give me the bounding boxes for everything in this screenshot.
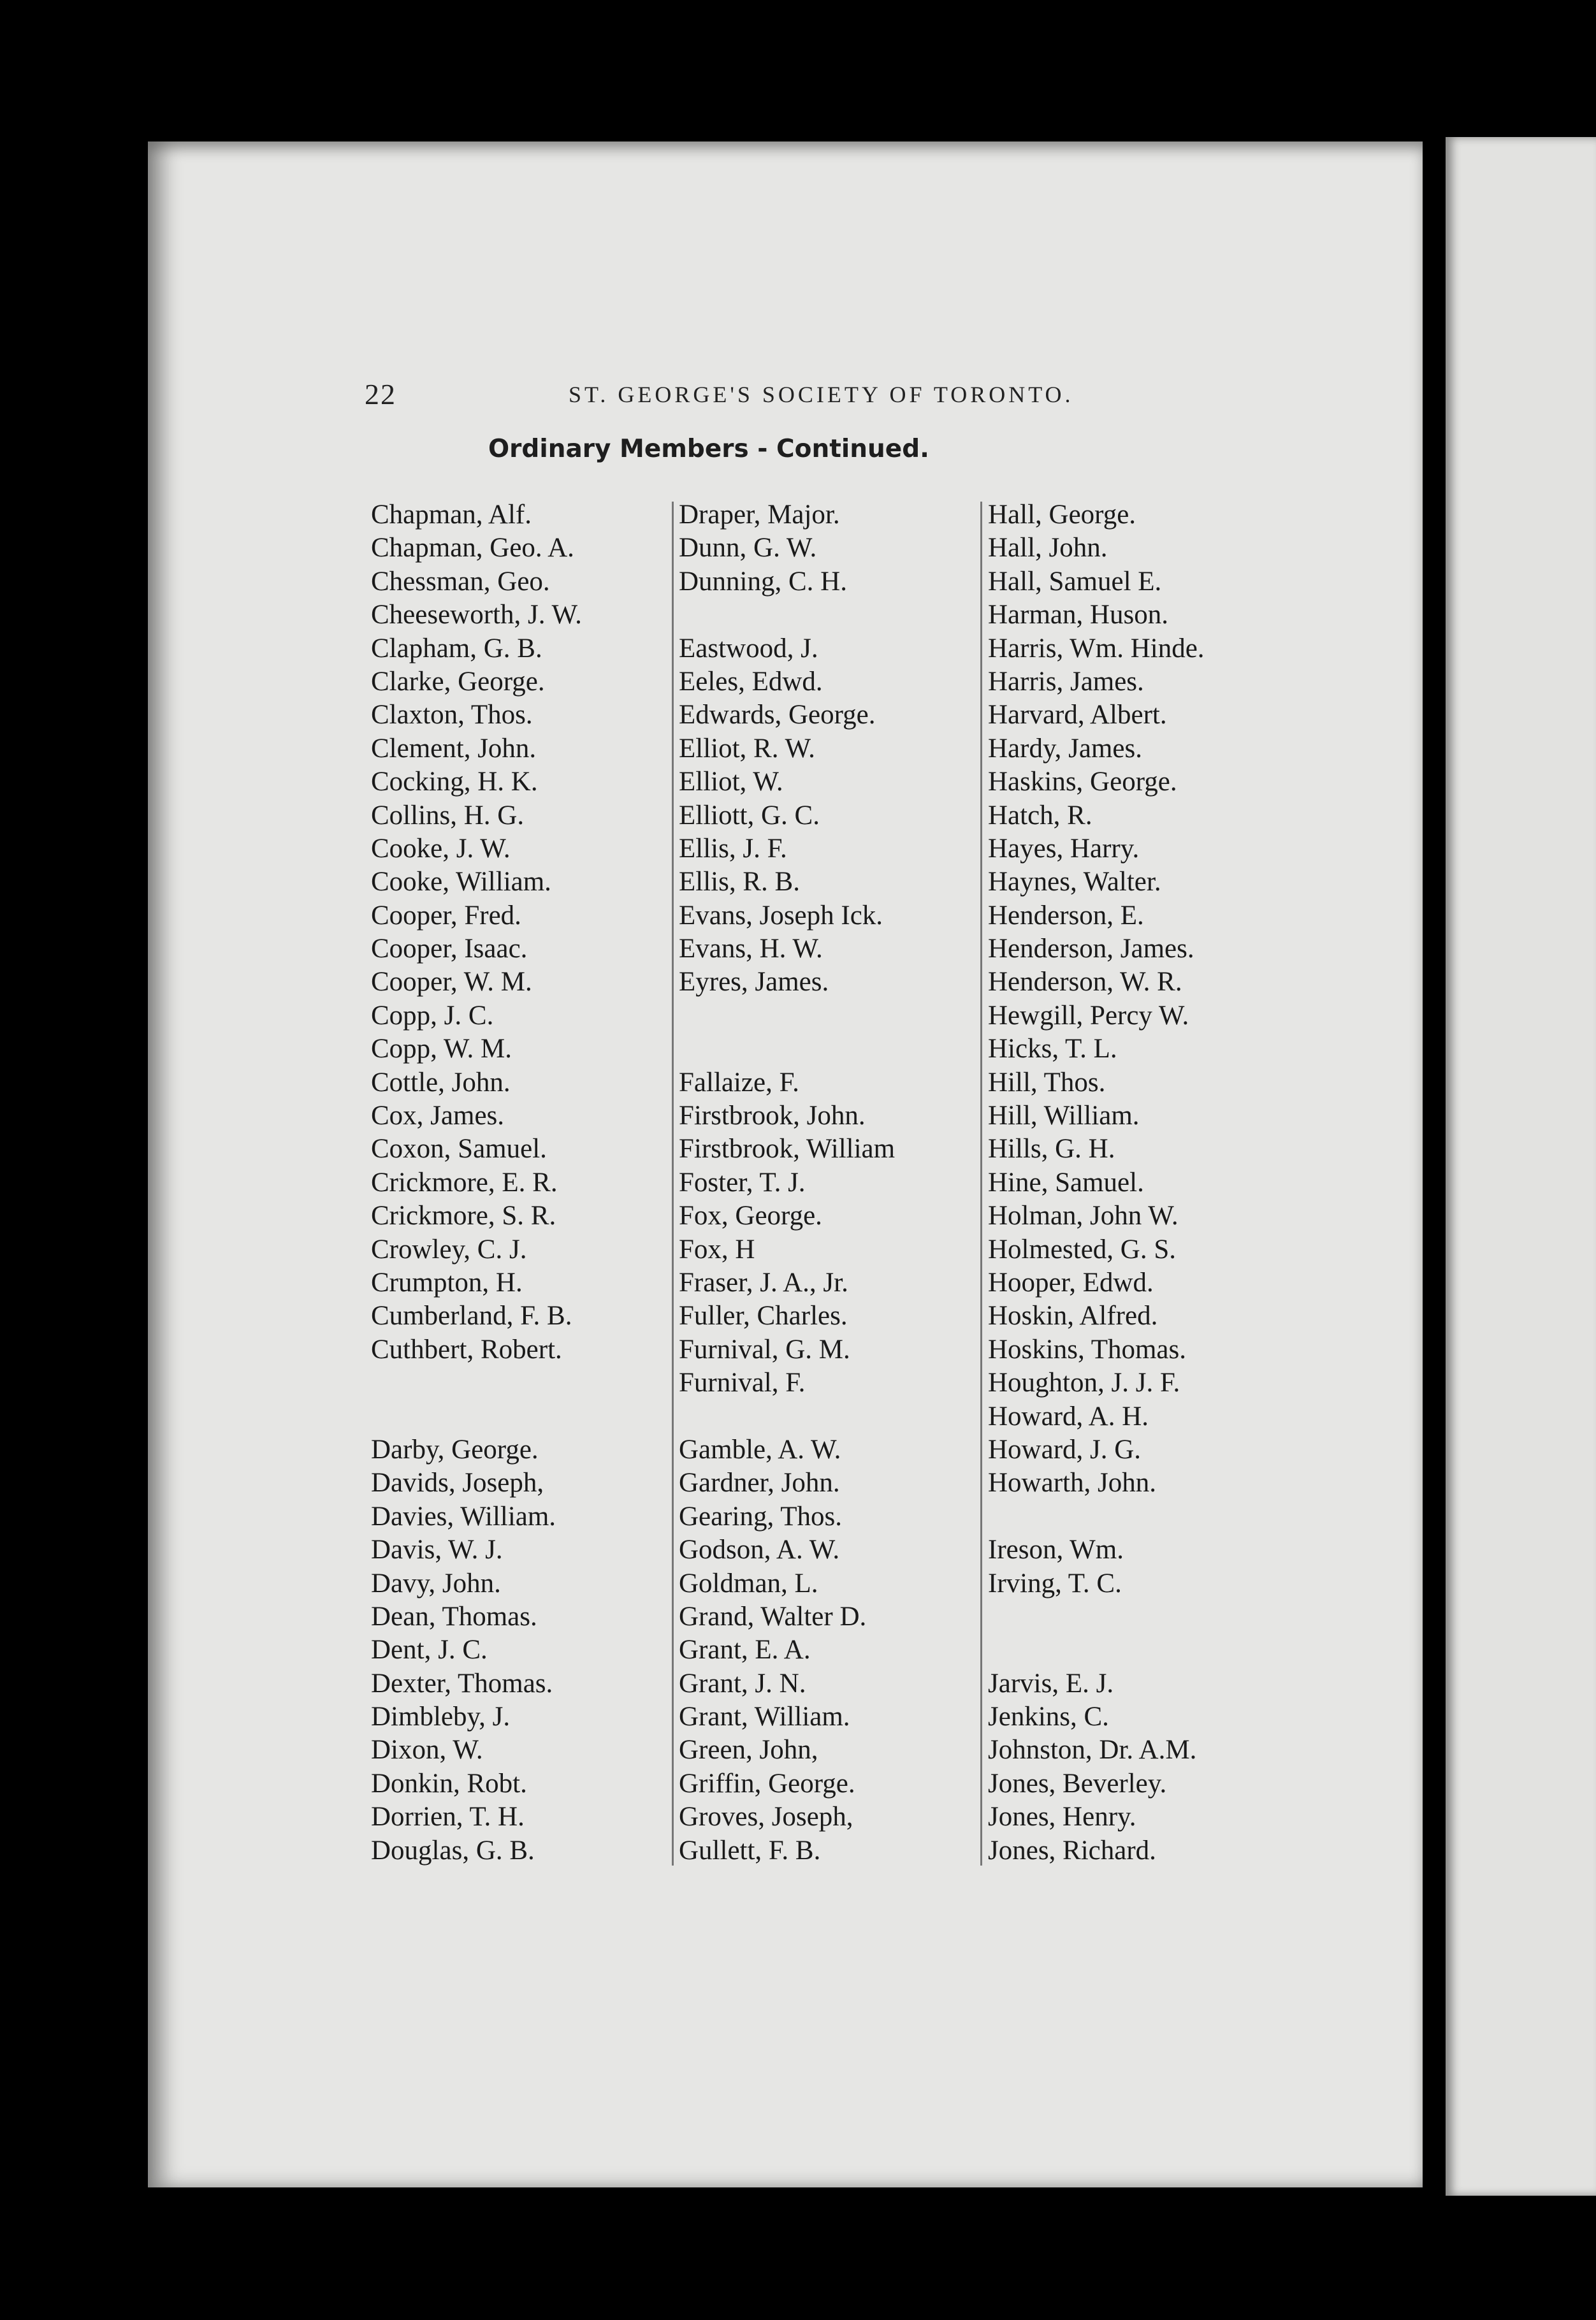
member-name: Dunning, C. H. <box>679 566 847 597</box>
member-name: Cooke, William. <box>371 867 551 897</box>
member-column-1 <box>371 498 664 1867</box>
member-column-3 <box>988 498 1319 1867</box>
facing-page-edge <box>1446 137 1596 2196</box>
member-name: Houghton, J. J. F. <box>988 1368 1180 1398</box>
member-name <box>988 1500 1319 1533</box>
member-name: Edwards, George. <box>679 700 876 730</box>
member-name <box>371 1400 664 1433</box>
member-name: Hatch, R. <box>988 800 1092 830</box>
member-name: Donkin, Robt. <box>371 1768 527 1799</box>
member-name: Fraser, J. A., Jr. <box>679 1267 848 1298</box>
member-name: Godson, A. W. <box>679 1535 840 1565</box>
member-name: Hall, Samuel E. <box>988 566 1162 597</box>
member-name: Jones, Beverley. <box>988 1768 1167 1799</box>
member-name: Copp, J. C. <box>371 1000 494 1031</box>
member-name: Henderson, James. <box>988 934 1194 964</box>
member-name: Clarke, George. <box>371 666 545 697</box>
member-name: Eyres, James. <box>679 967 829 997</box>
member-name: Grant, J. N. <box>679 1668 806 1699</box>
member-name: Crickmore, E. R. <box>371 1167 558 1198</box>
section-title: Ordinary Members - Continued. <box>488 435 929 463</box>
member-name: Clapham, G. B. <box>371 633 542 663</box>
member-name: Harman, Huson. <box>988 600 1169 630</box>
member-name: Harris, James. <box>988 666 1144 697</box>
member-name: Grand, Walter D. <box>679 1601 867 1632</box>
member-name: Crumpton, H. <box>371 1267 523 1298</box>
member-name: Hewgill, Percy W. <box>988 1000 1189 1031</box>
member-name: Chapman, Alf. <box>371 500 532 530</box>
member-name: Gullett, F. B. <box>679 1835 821 1866</box>
member-name: Grant, William. <box>679 1702 850 1732</box>
member-name: Furnival, F. <box>679 1368 806 1398</box>
column-divider <box>980 502 982 1866</box>
member-name: Henderson, W. R. <box>988 967 1182 997</box>
member-name: Hayes, Harry. <box>988 833 1140 864</box>
member-name: Copp, W. M. <box>371 1034 512 1064</box>
running-title: ST. GEORGE'S SOCIETY OF TORONTO. <box>569 382 1074 407</box>
member-name: Cocking, H. K. <box>371 767 538 797</box>
document-page <box>148 141 1423 2187</box>
member-name: Hoskins, Thomas. <box>988 1334 1186 1365</box>
member-name: Harvard, Albert. <box>988 700 1167 730</box>
member-name: Green, John, <box>679 1735 818 1765</box>
member-name: Cuthbert, Robert. <box>371 1334 562 1365</box>
member-name: Dixon, W. <box>371 1735 483 1765</box>
member-name: Hills, G. H. <box>988 1134 1115 1164</box>
member-name: Haskins, George. <box>988 767 1177 797</box>
member-name: Gamble, A. W. <box>679 1434 841 1465</box>
member-name: Cottle, John. <box>371 1067 511 1098</box>
member-name: Chessman, Geo. <box>371 566 550 597</box>
member-name: Draper, Major. <box>679 500 840 530</box>
member-name: Groves, Joseph, <box>679 1802 853 1832</box>
member-name: Claxton, Thos. <box>371 700 533 730</box>
member-name: Holman, John W. <box>988 1201 1179 1231</box>
member-name: Foster, T. J. <box>679 1167 806 1198</box>
member-name: Holmested, G. S. <box>988 1234 1177 1265</box>
member-name: Eastwood, J. <box>679 633 818 663</box>
member-name: Ellis, R. B. <box>679 867 800 897</box>
member-name: Furnival, G. M. <box>679 1334 850 1365</box>
member-name: Haynes, Walter. <box>988 867 1161 897</box>
member-name: Hill, Thos. <box>988 1067 1106 1098</box>
member-name: Firstbrook, William <box>679 1134 896 1164</box>
member-name: Cooke, J. W. <box>371 833 511 864</box>
member-name: Cheeseworth, J. W. <box>371 600 582 630</box>
member-name: Henderson, E. <box>988 900 1144 931</box>
member-name: Howard, A. H. <box>988 1401 1149 1432</box>
member-name: Darby, George. <box>371 1434 539 1465</box>
member-name: Hine, Samuel. <box>988 1167 1144 1198</box>
member-name: Davies, William. <box>371 1501 556 1532</box>
member-name: Hoskin, Alfred. <box>988 1301 1158 1331</box>
member-name: Dimbleby, J. <box>371 1702 511 1732</box>
member-name: Evans, H. W. <box>679 934 823 964</box>
member-name <box>679 598 978 632</box>
member-name <box>988 1600 1319 1634</box>
member-name: Coxon, Samuel. <box>371 1134 547 1164</box>
member-name: Cox, James. <box>371 1101 505 1131</box>
member-name: Fox, George. <box>679 1201 822 1231</box>
member-name <box>679 1400 978 1433</box>
member-name: Elliot, W. <box>679 767 783 797</box>
member-name: Firstbrook, John. <box>679 1101 866 1131</box>
member-name: Dent, J. C. <box>371 1635 488 1665</box>
member-name: Hooper, Edwd. <box>988 1267 1154 1298</box>
member-name: Douglas, G. B. <box>371 1835 535 1866</box>
member-name: Jenkins, C. <box>988 1702 1109 1732</box>
member-name: Howarth, John. <box>988 1468 1156 1498</box>
member-name <box>679 999 978 1033</box>
member-name: Howard, J. G. <box>988 1434 1142 1465</box>
member-name: Gearing, Thos. <box>679 1501 842 1532</box>
member-name: Grant, E. A. <box>679 1635 811 1665</box>
member-name: Hicks, T. L. <box>988 1034 1117 1064</box>
member-name: Clement, John. <box>371 733 537 764</box>
member-name: Cooper, Isaac. <box>371 934 528 964</box>
member-name: Dean, Thomas. <box>371 1601 537 1632</box>
member-name: Chapman, Geo. A. <box>371 533 574 563</box>
member-name: Davids, Joseph, <box>371 1468 544 1498</box>
member-name: Goldman, L. <box>679 1568 818 1599</box>
member-name: Cumberland, F. B. <box>371 1301 572 1331</box>
page-header <box>148 377 1423 416</box>
member-name: Jones, Henry. <box>988 1802 1136 1832</box>
member-name: Hall, George. <box>988 500 1136 530</box>
member-name: Dunn, G. W. <box>679 533 817 563</box>
member-name: Elliott, G. C. <box>679 800 820 830</box>
member-name <box>371 1367 664 1400</box>
member-name: Eeles, Edwd. <box>679 666 823 697</box>
member-name: Collins, H. G. <box>371 800 525 830</box>
member-column-2 <box>679 498 978 1867</box>
member-name: Jarvis, E. J. <box>988 1668 1114 1699</box>
member-name: Hill, William. <box>988 1101 1140 1131</box>
member-name <box>988 1634 1319 1667</box>
member-name: Cooper, Fred. <box>371 900 521 931</box>
member-name: Hall, John. <box>988 533 1108 563</box>
member-name: Irving, T. C. <box>988 1568 1122 1599</box>
member-name: Elliot, R. W. <box>679 733 815 764</box>
member-name <box>679 1033 978 1066</box>
member-name: Cooper, W. M. <box>371 967 532 997</box>
member-name: Crowley, C. J. <box>371 1234 527 1265</box>
member-name: Johnston, Dr. A.M. <box>988 1735 1197 1765</box>
member-name: Fallaize, F. <box>679 1067 799 1098</box>
member-name: Harris, Wm. Hinde. <box>988 633 1205 663</box>
column-divider <box>672 502 674 1866</box>
member-name: Davis, W. J. <box>371 1535 503 1565</box>
member-name: Fox, H <box>679 1234 755 1265</box>
member-name: Dorrien, T. H. <box>371 1802 525 1832</box>
member-name: Griffin, George. <box>679 1768 855 1799</box>
member-name: Dexter, Thomas. <box>371 1668 553 1699</box>
member-name: Fuller, Charles. <box>679 1301 848 1331</box>
member-name: Crickmore, S. R. <box>371 1201 556 1231</box>
member-name: Gardner, John. <box>679 1468 840 1498</box>
member-name: Ellis, J. F. <box>679 833 787 864</box>
member-name: Evans, Joseph Ick. <box>679 900 883 931</box>
page-number: 22 <box>365 378 396 410</box>
member-name: Davy, John. <box>371 1568 501 1599</box>
member-name: Hardy, James. <box>988 733 1143 764</box>
member-name: Jones, Richard. <box>988 1835 1156 1866</box>
member-name: Ireson, Wm. <box>988 1535 1124 1565</box>
